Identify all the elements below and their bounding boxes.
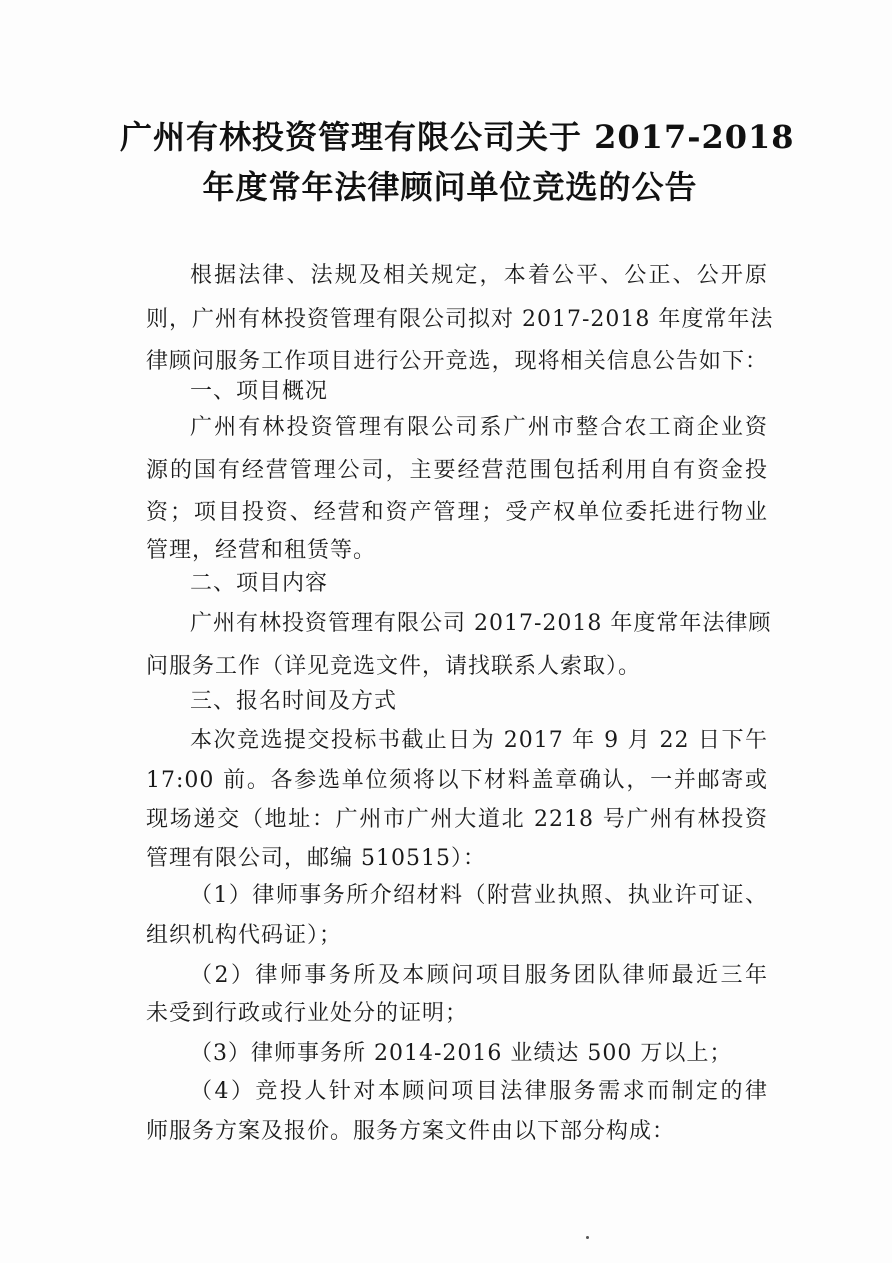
item-4-line-2: 师服务方案及报价。服务方案文件由以下部分构成： [146,1119,676,1144]
section-3-line-2: 17:00 前。各参选单位须将以下材料盖章确认，一并邮寄或 [146,768,768,793]
intro-line-2: 则，广州有林投资管理有限公司拟对 2017-2018 年度常年法 [146,307,774,332]
section-2-heading: 二、项目内容 [190,571,329,596]
document-title-line-2: 年度常年法律顾问单位竞选的公告 [202,168,698,206]
section-3-line-3: 现场递交（地址：广州市广州大道北 2218 号广州有林投资 [146,807,768,832]
section-1-line-3: 资；项目投资、经营和资产管理；受产权单位委托进行物业 [146,500,768,525]
item-3-line-1: （3）律师事务所 2014-2016 业绩达 500 万以上； [190,1041,733,1066]
section-3-heading: 三、报名时间及方式 [190,689,398,714]
section-1-heading: 一、项目概况 [190,379,329,404]
document-title-line-1: 广州有林投资管理有限公司关于 2017-2018 [120,118,795,156]
section-1-line-1: 广州有林投资管理有限公司系广州市整合农工商企业资 [190,415,768,440]
intro-line-1: 根据法律、法规及相关规定，本着公平、公正、公开原 [190,263,768,288]
section-3-line-4: 管理有限公司，邮编 510515）： [146,846,486,871]
section-2-line-2: 问服务工作（详见竞选文件，请找联系人索取）。 [146,654,642,679]
section-1-line-2: 源的国有经营管理公司，主要经营范围包括利用自有资金投 [146,458,768,483]
intro-line-3: 律顾问服务工作项目进行公开竞选，现将相关信息公告如下： [146,349,768,374]
item-2-line-1: （2）律师事务所及本顾问项目服务团队律师最近三年 [190,963,768,988]
section-3-line-1: 本次竞选提交投标书截止日为 2017 年 9 月 22 日下午 [190,728,768,753]
section-1-line-4: 管理，经营和租赁等。 [146,538,377,563]
section-2-line-1: 广州有林投资管理有限公司 2017-2018 年度常年法律顾 [190,611,772,636]
item-4-line-1: （4）竞投人针对本顾问项目法律服务需求而制定的律 [190,1079,768,1104]
item-1-line-1: （1）律师事务所介绍材料（附营业执照、执业许可证、 [190,883,768,908]
item-2-line-2: 未受到行政或行业处分的证明； [146,1001,469,1026]
item-1-line-2: 组织机构代码证）； [146,923,343,948]
scan-speck [586,1236,589,1239]
